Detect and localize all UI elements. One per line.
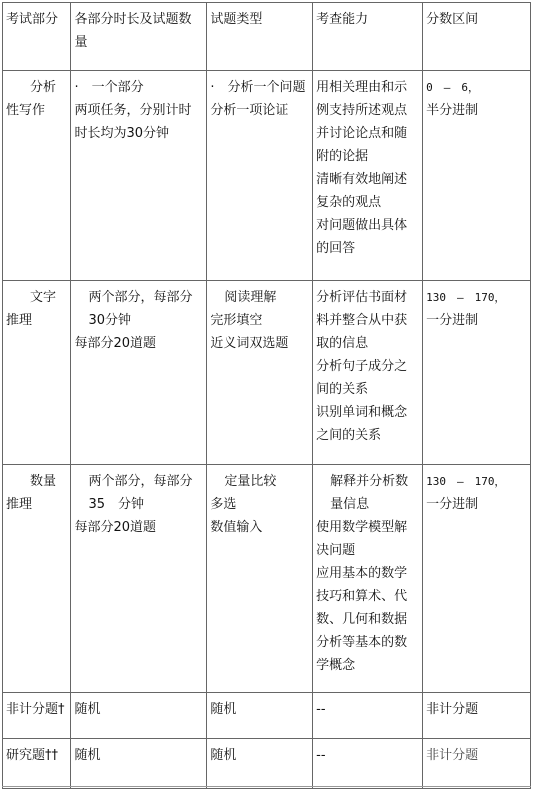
section-cell: 研究题†† [3, 739, 71, 789]
section-cell: 非计分题† [3, 693, 71, 739]
table-row-quantitative-reasoning [3, 465, 531, 693]
score-cell: 非计分题 [423, 693, 531, 739]
section-cell: 数量 推理 [3, 465, 71, 693]
table-row-research [3, 739, 531, 789]
duration-cell: 两个部分，每部分 30分钟 每部分20道题 [71, 281, 207, 465]
skills-cell: 用相关理由和示例支持所述观点 并讨论论点和随附的论据 清晰有效地阐述复杂的观点 对问题做出具体的回答 [313, 71, 423, 281]
types-cell: · 分析一个问题 分析一项论证 [207, 71, 313, 281]
skills-cell: -- [313, 739, 423, 789]
table-row-verbal-reasoning [3, 281, 531, 465]
score-cell: 130 – 170， 一分进制 [423, 281, 531, 465]
types-cell: 随机 [207, 693, 313, 739]
header-cell-score: 分数区间 [423, 3, 531, 71]
score-cell: 130 – 170， 一分进制 [423, 465, 531, 693]
duration-cell: 两个部分，每部分 35 分钟 每部分20道题 [71, 465, 207, 693]
types-cell: 阅读理解 完形填空 近义词双选题 [207, 281, 313, 465]
header-cell-duration: 各部分时长及试题数量 [71, 3, 207, 71]
duration-cell: 随机 [71, 739, 207, 789]
header-row [3, 3, 531, 71]
section-cell: 分析 性写作 [3, 71, 71, 281]
header-cell-skills: 考查能力 [313, 3, 423, 71]
header-cell-types: 试题类型 [207, 3, 313, 71]
types-cell: 随机 [207, 739, 313, 789]
table-row-unscored [3, 693, 531, 739]
skills-cell: -- [313, 693, 423, 739]
score-cell: 0 – 6， 半分进制 [423, 71, 531, 281]
duration-cell: · 一个部分 两项任务，分别计时 时长均为30分钟 [71, 71, 207, 281]
table-row-analytical-writing [3, 71, 531, 281]
page-bottom-rule [2, 786, 531, 787]
duration-cell: 随机 [71, 693, 207, 739]
section-cell: 文字 推理 [3, 281, 71, 465]
types-cell: 定量比较 多选 数值输入 [207, 465, 313, 693]
exam-structure-table [2, 2, 531, 789]
skills-cell: 解释并分析数量信息 使用数学模型解决问题 应用基本的数学技巧和算术、代数、几何和数据分析等基本的数学概念 [313, 465, 423, 693]
header-cell-section: 考试部分 [3, 3, 71, 71]
score-cell: 非计分题 [423, 739, 531, 789]
skills-cell: 分析评估书面材料并整合从中获取的信息 分析句子成分之间的关系 识别单词和概念之间的关系 [313, 281, 423, 465]
